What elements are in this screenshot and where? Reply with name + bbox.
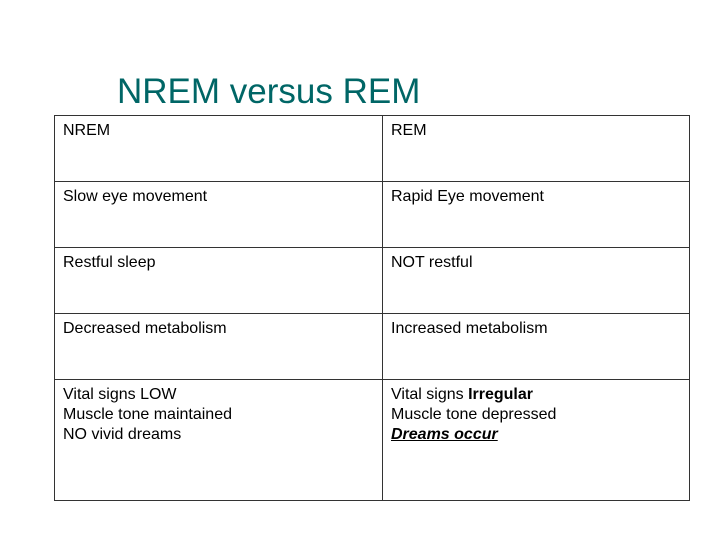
cell-rem-rest xyxy=(383,248,690,314)
slide-title: NREM versus REM xyxy=(117,72,421,111)
rem-vital-signs-emphasis: Irregular xyxy=(468,386,533,403)
cell-nrem-vitals xyxy=(55,380,383,501)
nrem-muscle-tone-text: Muscle tone maintained xyxy=(63,406,232,423)
table-row xyxy=(55,182,690,248)
cell-nrem-header xyxy=(55,116,383,182)
rem-eye-text: Rapid Eye movement xyxy=(391,188,544,205)
nrem-header-text: NREM xyxy=(63,122,111,139)
rem-dreams-text: Dreams occur xyxy=(391,426,498,443)
rem-header-text: REM xyxy=(391,122,427,139)
nrem-eye-text: Slow eye movement xyxy=(63,188,208,205)
rem-muscle-tone-text: Muscle tone depressed xyxy=(391,406,557,423)
cell-nrem-rest xyxy=(55,248,383,314)
cell-rem-header xyxy=(383,116,690,182)
table-row xyxy=(55,380,690,501)
rem-dreams-line xyxy=(391,425,681,445)
rem-vital-signs-line xyxy=(391,385,681,405)
table-row xyxy=(55,248,690,314)
cell-nrem-eye xyxy=(55,182,383,248)
nrem-metabolism-text: Decreased metabolism xyxy=(63,320,227,337)
cell-rem-vitals xyxy=(383,380,690,501)
nrem-dreams-text: NO vivid dreams xyxy=(63,426,182,443)
comparison-table xyxy=(54,115,690,501)
cell-rem-metabolism xyxy=(383,314,690,380)
nrem-vital-signs-text: Vital signs LOW xyxy=(63,386,177,403)
rem-rest-text: NOT restful xyxy=(391,254,473,271)
table-row xyxy=(55,116,690,182)
table-row xyxy=(55,314,690,380)
rem-metabolism-text: Increased metabolism xyxy=(391,320,548,337)
cell-rem-eye xyxy=(383,182,690,248)
rem-vital-signs-prefix: Vital signs xyxy=(391,386,469,403)
nrem-rest-text: Restful sleep xyxy=(63,254,156,271)
cell-nrem-metabolism xyxy=(55,314,383,380)
